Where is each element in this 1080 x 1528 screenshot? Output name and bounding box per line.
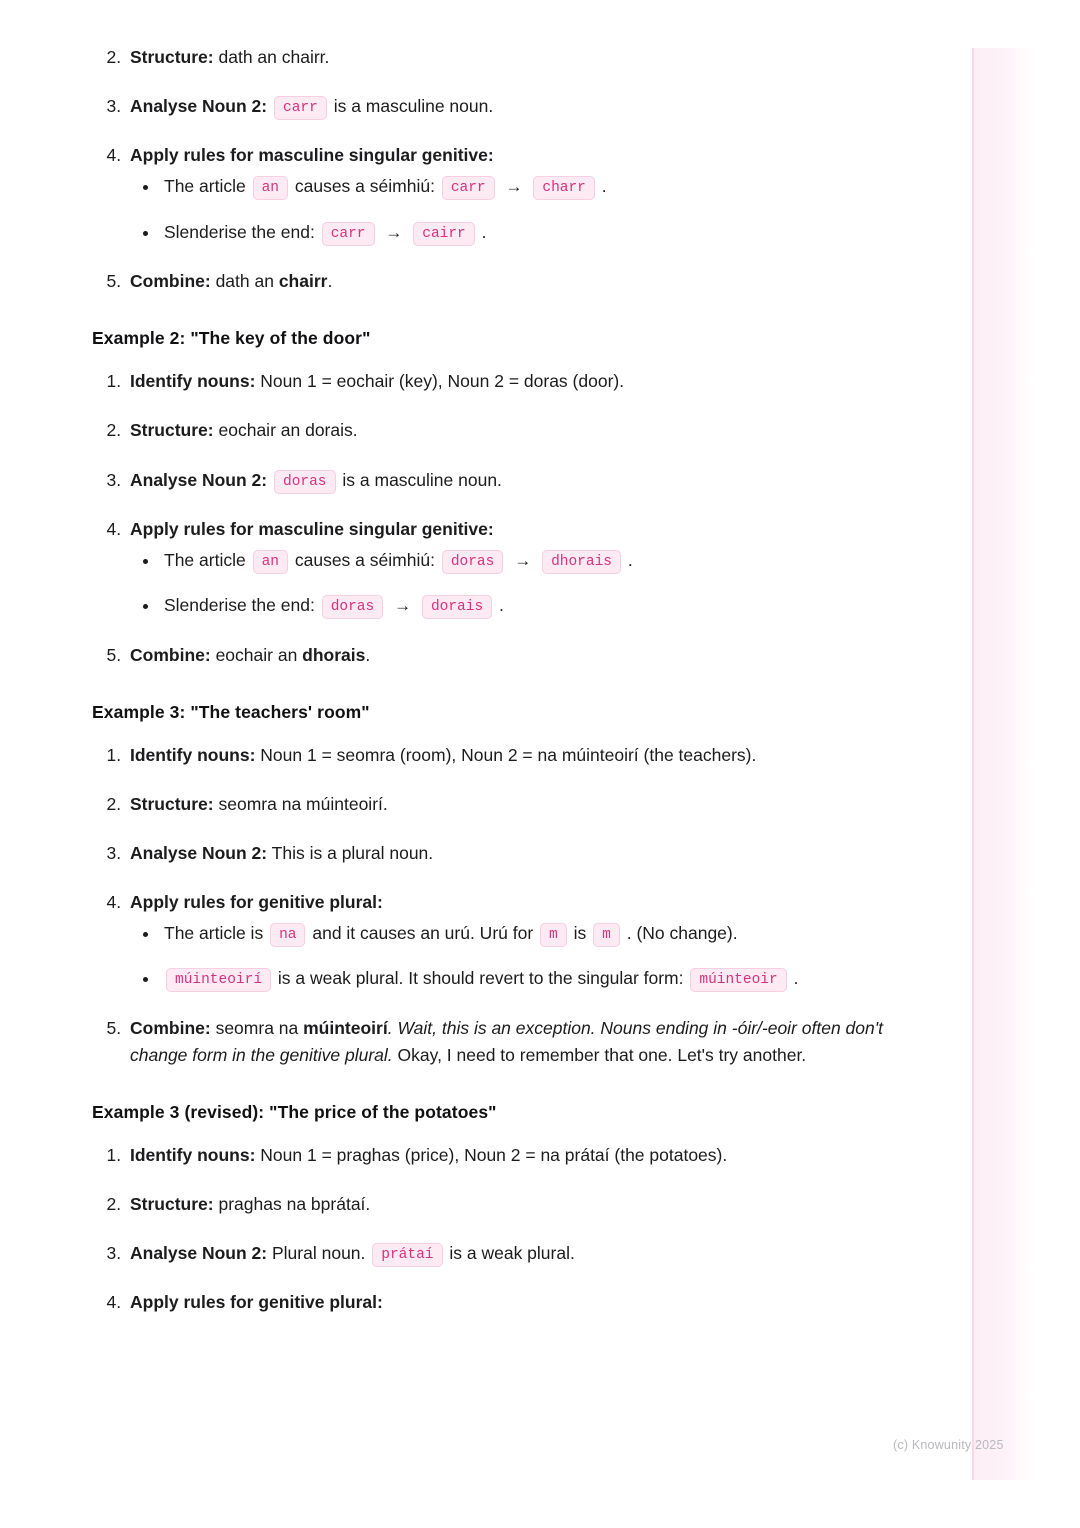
- inline-code: na: [270, 923, 305, 947]
- list-item: [160, 965, 892, 992]
- step-text: is a masculine noun.: [342, 469, 502, 490]
- bullet-text-mid-2: is: [573, 923, 587, 944]
- list-item: [126, 1240, 892, 1267]
- sub-bullet-list: [130, 920, 892, 992]
- inline-code: dorais: [422, 595, 492, 619]
- list-item: [160, 920, 892, 947]
- list-item: [160, 547, 892, 574]
- step-text-tail: Okay, I need to remember that one. Let's try another.: [392, 1044, 807, 1065]
- step-label: Analyse Noun 2:: [130, 96, 268, 117]
- decorative-side-band: [972, 48, 1032, 1480]
- arrow-icon: →: [514, 550, 532, 570]
- step-label: Analyse Noun 2:: [130, 469, 268, 490]
- copyright-watermark: (c) Knowunity 2025: [893, 1438, 1004, 1452]
- bullet-text-mid: causes a séimhiú:: [294, 549, 435, 570]
- step-list-example2: [92, 368, 892, 668]
- inline-code: prátaí: [372, 1243, 442, 1267]
- inline-code: doras: [442, 550, 504, 574]
- step-text: Noun 1 = seomra (room), Noun 2 = na múinteoirí (the teachers).: [260, 744, 757, 765]
- inline-code: an: [253, 176, 288, 200]
- step-text: seomra na: [215, 1017, 304, 1038]
- arrow-icon: →: [505, 177, 523, 197]
- step-label: Structure:: [130, 793, 214, 814]
- step-text-strong: chairr: [278, 271, 328, 292]
- step-label: Combine:: [130, 644, 211, 665]
- inline-code: múinteoir: [690, 968, 786, 992]
- list-item: [126, 742, 892, 769]
- list-item: [126, 1289, 892, 1316]
- list-item: [126, 93, 892, 120]
- list-item: [126, 889, 892, 992]
- step-text-tail: .: [327, 271, 333, 292]
- bullet-text-pre: The article: [164, 549, 246, 570]
- list-item: [126, 1142, 892, 1169]
- document-content: [92, 44, 892, 1316]
- section-heading-example-2: Example 2: "The key of the door": [92, 328, 371, 349]
- bullet-text-pre: Slenderise the end:: [164, 221, 315, 242]
- list-item: [160, 592, 892, 619]
- inline-code: doras: [322, 595, 384, 619]
- bullet-text-mid: causes a séimhiú:: [294, 176, 435, 197]
- bullet-text-pre: The article is: [164, 923, 264, 944]
- step-label: Structure:: [130, 420, 214, 441]
- inline-code: carr: [322, 222, 375, 246]
- step-text: seomra na múinteoirí.: [218, 793, 388, 814]
- list-item: [126, 368, 892, 395]
- list-item: [126, 1191, 892, 1218]
- step-label: Apply rules for masculine singular genitive:: [130, 518, 494, 539]
- section-heading-example-3: Example 3: "The teachers' room": [92, 701, 370, 722]
- bullet-text-post: .: [627, 549, 633, 570]
- inline-code: m: [593, 923, 620, 947]
- step-list-example3: [92, 742, 892, 1069]
- step-label: Apply rules for genitive plural:: [130, 1292, 383, 1313]
- inline-code: múinteoirí: [166, 968, 271, 992]
- step-label: Combine:: [130, 271, 211, 292]
- step-list-example1: [92, 44, 892, 295]
- step-label: Structure:: [130, 1194, 214, 1214]
- step-label: Structure:: [130, 47, 214, 67]
- inline-code: carr: [442, 176, 495, 200]
- step-label: Identify nouns:: [130, 744, 256, 765]
- list-item: [126, 467, 892, 494]
- step-label: Combine:: [130, 1017, 211, 1038]
- section-heading-example-3-revised: Example 3 (revised): "The price of the potatoes": [92, 1101, 497, 1122]
- bullet-text-post: .: [601, 176, 607, 197]
- step-text: is a weak plural.: [449, 1243, 575, 1264]
- bullet-text-post: . (No change).: [626, 923, 738, 944]
- step-text: dath an: [215, 271, 279, 292]
- bullet-text-post: .: [481, 221, 487, 242]
- bullet-text-mid: and it causes an urú. Urú for: [312, 923, 534, 944]
- step-text-strong: dhorais: [302, 644, 366, 665]
- inline-code: doras: [274, 470, 336, 494]
- bullet-text-pre: Slenderise the end:: [164, 595, 315, 616]
- decorative-side-rule: [972, 48, 974, 1480]
- step-text: dath an chairr.: [218, 47, 330, 67]
- step-text: eochair an: [215, 644, 303, 665]
- list-item: [126, 1015, 892, 1069]
- step-label: Identify nouns:: [130, 371, 256, 392]
- list-item: [126, 268, 892, 295]
- step-label: Identify nouns:: [130, 1144, 256, 1165]
- arrow-icon: →: [394, 596, 412, 616]
- list-item: [160, 219, 892, 246]
- list-item: [126, 642, 892, 669]
- inline-code: charr: [533, 176, 595, 200]
- step-label: Apply rules for genitive plural:: [130, 892, 383, 913]
- list-item: [126, 417, 892, 444]
- list-item: [160, 173, 892, 200]
- bullet-text-pre: The article: [164, 176, 246, 197]
- list-item: [126, 516, 892, 620]
- step-label: Analyse Noun 2:: [130, 843, 268, 863]
- list-item: [126, 142, 892, 246]
- inline-code: cairr: [413, 222, 475, 246]
- inline-code: an: [253, 550, 288, 574]
- step-text: Noun 1 = eochair (key), Noun 2 = doras (door).: [260, 371, 625, 392]
- inline-code: carr: [274, 96, 327, 120]
- step-text: This is a plural noun.: [271, 843, 434, 863]
- step-text: is a masculine noun.: [333, 96, 494, 117]
- bullet-text-post: .: [499, 595, 504, 616]
- sub-bullet-list: [130, 547, 892, 620]
- step-text: praghas na bprátaí.: [218, 1194, 371, 1214]
- step-text: eochair an dorais.: [218, 420, 358, 441]
- step-list-example3-revised: [92, 1142, 892, 1317]
- sub-bullet-list: [130, 173, 892, 246]
- step-label: Apply rules for masculine singular genitive:: [130, 145, 494, 166]
- step-text-tail: .: [365, 644, 371, 665]
- step-text-strong: múinteoirí: [303, 1017, 388, 1038]
- list-item: [126, 791, 892, 818]
- bullet-text-mid: is a weak plural. It should revert to the singular form:: [277, 968, 684, 989]
- step-text: Noun 1 = praghas (price), Noun 2 = na prátaí (the potatoes).: [260, 1144, 728, 1165]
- step-label: Analyse Noun 2:: [130, 1243, 268, 1264]
- inline-code: dhorais: [542, 550, 621, 574]
- step-text-pre: Plural noun.: [272, 1243, 366, 1264]
- step-text-italic: . Wait, this is an exception. Nouns ending in -óir/-eoir often don't change form in the genitive plural.: [130, 1017, 883, 1065]
- bullet-text-post: .: [793, 968, 799, 989]
- arrow-icon: →: [385, 222, 403, 242]
- list-item: [126, 44, 892, 71]
- inline-code: m: [540, 923, 567, 947]
- list-item: [126, 840, 892, 867]
